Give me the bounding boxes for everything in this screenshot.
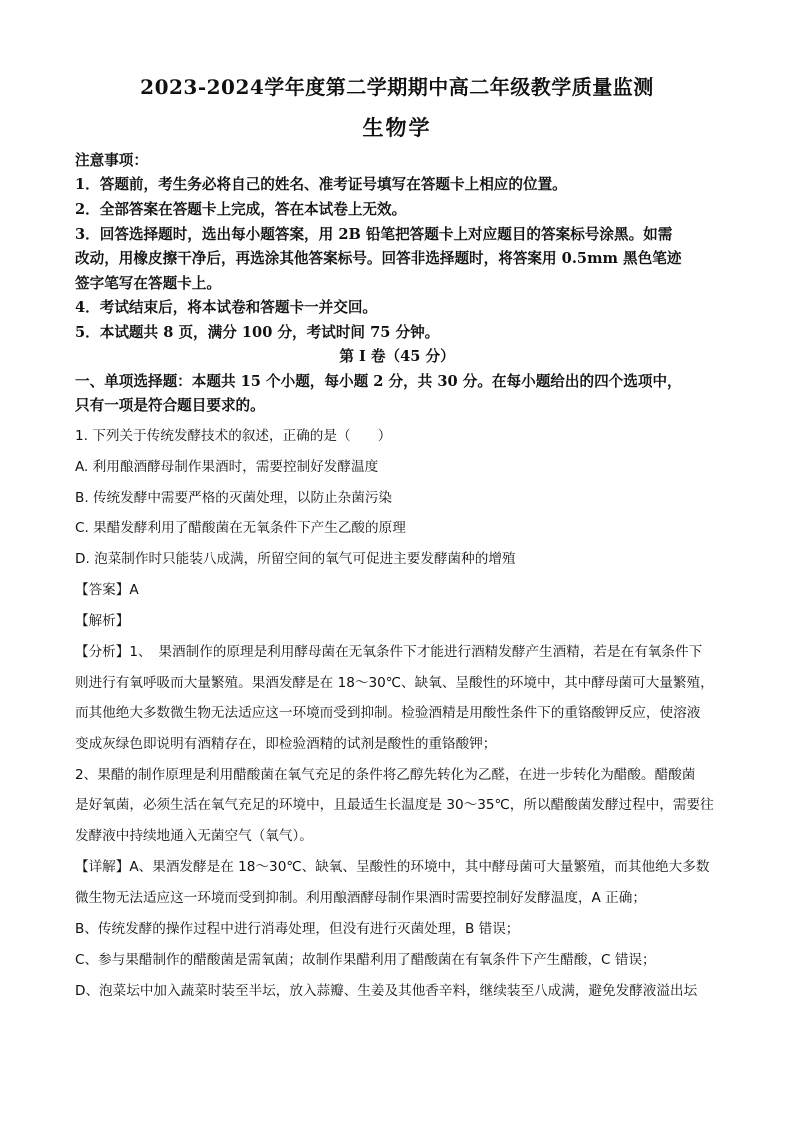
- analysis-text: 而其他绝大多数微生物无法适应这一环境而受到抑制。检验酒精是用酸性条件下的重铬酸钾反应，使溶液: [75, 705, 701, 721]
- analysis-text: 是好氧菌，必须生活在氧气充足的环境中，且最适生长温度是 30～35℃，所以醋酸菌发酵过程中，需要往: [75, 797, 714, 813]
- section-title: 第 I 卷（45 分）: [339, 348, 455, 365]
- detail-text: B、传统发酵的操作过程中进行消毒处理，但没有进行灭菌处理，B 错误；: [75, 921, 520, 937]
- notice-item: 2．全部答案在答题卡上完成，答在本试卷上无效。: [75, 201, 407, 218]
- exam-title: 2023-2024学年度第二学期期中高二年级教学质量监测: [140, 75, 654, 99]
- analysis-text: 则进行有氧呼吸而大量繁殖。果酒发酵是在 18～30℃、缺氧、呈酸性的环境中，其中酵母菌可大量繁殖，: [75, 675, 714, 691]
- section-instruction: 一、单项选择题：本题共 15 个小题，每小题 2 分，共 30 分。在每小题给出的四个选项中，: [75, 373, 682, 390]
- notice-item: 4．考试结束后，将本试卷和答题卡一并交回。: [75, 299, 378, 316]
- analysis-text: 【分析】1、 果酒制作的原理是利用酵母菌在无氧条件下才能进行酒精发酵产生酒精，若是在有氧条件下: [75, 644, 703, 660]
- question-stem: 1. 下列关于传统发酵技术的叙述，正确的是（ ）: [75, 428, 392, 444]
- section-instruction: 只有一项是符合题目要求的。: [75, 397, 265, 414]
- option-d: D. 泡菜制作时只能装八成满，所留空间的氧气可促进主要发酵菌种的增殖: [75, 551, 516, 567]
- detail-text: 微生物无法适应这一环境而受到抑制。利用酿酒酵母制作果酒时需要控制好发酵温度，A 正确；: [75, 890, 646, 906]
- notice-item: 5．本试题共 8 页，满分 100 分，考试时间 75 分钟。: [75, 324, 440, 341]
- analysis-text: 2、果醋的制作原理是利用醋酸菌在氧气充足的条件将乙醇先转化为乙醛，在进一步转化为醋酸。醋酸菌: [75, 767, 696, 783]
- analysis-text: 变成灰绿色即说明有酒精存在，即检验酒精的试剂是酸性的重铬酸钾；: [75, 736, 497, 752]
- notice-item: 改动，用橡皮擦干净后，再选涂其他答案标号。回答非选择题时，将答案用 0.5mm 黑色笔迹: [75, 250, 682, 267]
- analysis-text: 发酵液中持续地通入无菌空气（氧气）。: [75, 828, 313, 844]
- option-c: C. 果醋发酵利用了醋酸菌在无氧条件下产生乙酸的原理: [75, 520, 406, 536]
- option-b: B. 传统发酵中需要严格的灭菌处理，以防止杂菌污染: [75, 490, 393, 506]
- notice-item: 3．回答选择题时，选出每小题答案，用 2B 铅笔把答题卡上对应题目的答案标号涂黑。如需: [75, 226, 673, 243]
- detail-text: C、参与果醋制作的醋酸菌是需氧菌；故制作果醋利用了醋酸菌在有氧条件下产生醋酸，C 错误；: [75, 952, 656, 968]
- notice-heading: 注意事项：: [75, 152, 148, 169]
- notice-item: 1．答题前，考生务必将自己的姓名、准考证号填写在答题卡上相应的位置。: [75, 176, 567, 193]
- answer-label: 【答案】A: [75, 582, 139, 598]
- detail-text: 【详解】A、果酒发酵是在 18～30℃、缺氧、呈酸性的环境中，其中酵母菌可大量繁殖，而其他绝大多数: [75, 859, 710, 875]
- detail-text: D、泡菜坛中加入蔬菜时装至半坛，放入蒜瓣、生姜及其他香辛料，继续装至八成满，避免发酵液溢出坛: [75, 983, 698, 999]
- option-a: A. 利用酿酒酵母制作果酒时，需要控制好发酵温度: [75, 459, 379, 475]
- analysis-label: 【解析】: [75, 613, 130, 629]
- notice-item: 签字笔写在答题卡上。: [75, 275, 221, 292]
- subject-title: 生物学: [362, 115, 432, 140]
